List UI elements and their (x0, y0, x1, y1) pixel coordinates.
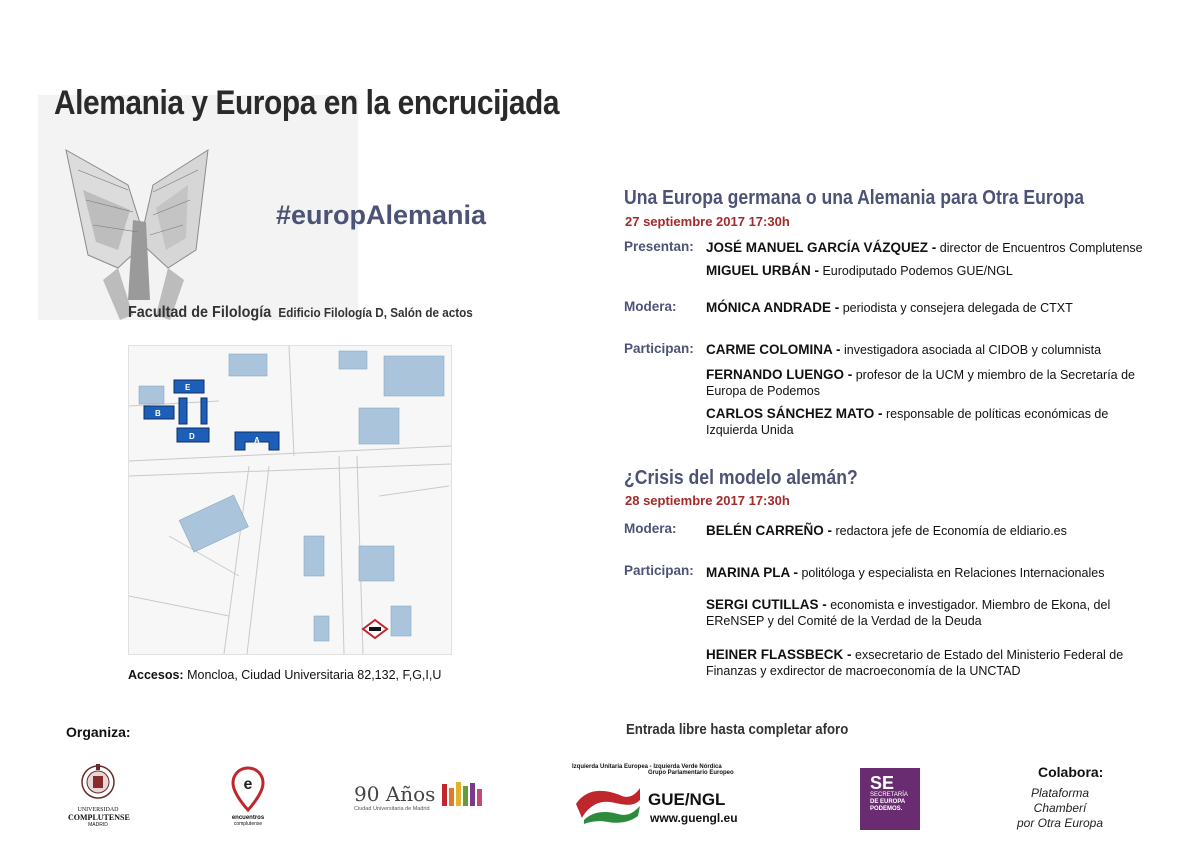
colabora-org (990, 786, 1130, 831)
encuentros-line2: complutense (233, 821, 263, 827)
gue-url: www.guengl.eu (650, 811, 738, 825)
ucm-logo (68, 762, 128, 832)
session1-presentan-label: Presentan: (624, 239, 694, 254)
bars-icon (440, 780, 486, 806)
entrada-libre: Entrada libre hasta completar aforo (626, 721, 849, 738)
session2-participan-label: Participan: (624, 563, 694, 578)
person-desc: periodista y consejera delegada de CTXT (839, 301, 1073, 315)
person-desc: investigadora asociada al CIDOB y columnista (840, 343, 1102, 357)
session1-title: Una Europa germana o una Alemania para Otra Europa (624, 187, 1085, 209)
building-name: Edificio Filología D, Salón de actos (278, 305, 473, 320)
session2-title: ¿Crisis del modelo alemán? (624, 467, 858, 489)
session1-date: 27 septiembre 2017 17:30h (625, 214, 790, 229)
colabora-line: Plataforma (1030, 786, 1090, 800)
map-label-e: E (185, 383, 191, 392)
se-line3: PODEMOS. (870, 806, 903, 812)
gue-top1: Izquierda Unitaria Europea - Izquierda Verde Nórdica (572, 764, 722, 770)
access-label: Accesos: (128, 668, 184, 682)
podemos-europa-logo (860, 768, 920, 830)
se-line1: SECRETARÍA (870, 792, 908, 798)
gue-top2: Grupo Parlamentario Europeo (648, 770, 734, 776)
session1-modera-label: Modera: (624, 299, 677, 314)
se-big: SE (870, 773, 895, 793)
organiza-label: Organiza: (66, 724, 131, 740)
anos-text: 90 Años (354, 782, 436, 806)
person-name: HEINER FLASSBECK - (706, 647, 852, 662)
anos-logo (354, 780, 494, 812)
session1-presenter-1 (706, 240, 1176, 256)
map-label-a: A (254, 436, 260, 445)
venue-line (128, 304, 473, 322)
person-name: BELÉN CARREÑO - (706, 523, 833, 538)
gue-flag-icon (574, 782, 642, 824)
ucm-line1: UNIVERSIDAD (77, 807, 119, 813)
colabora-line: por Otra Europa (1016, 816, 1104, 830)
ucm-crest-icon (80, 762, 116, 802)
ucm-line3: MADRID (88, 822, 108, 828)
faculty-name: Facultad de Filología (128, 304, 272, 321)
svg-text:e: e (243, 776, 253, 793)
session1-presenter-2 (706, 263, 1176, 279)
session2-participant-3 (706, 647, 1146, 679)
person-desc: profesor de la UCM y miembro de la Secretaría de Europa de Podemos (706, 368, 1136, 398)
session2-modera-label: Modera: (624, 521, 677, 536)
map-label-b: B (155, 409, 161, 418)
person-desc: Eurodiputado Podemos GUE/NGL (819, 264, 1013, 278)
encuentros-logo (226, 766, 270, 827)
session1-participant-3 (706, 406, 1146, 438)
person-desc: politóloga y especialista en Relaciones Internacionales (798, 566, 1105, 580)
se-line2: DE EUROPA (870, 799, 906, 805)
location-pin-icon (231, 766, 265, 814)
person-name: CARME COLOMINA - (706, 342, 841, 357)
person-desc: exsecretario de Estado del Ministerio Federal de Finanzas y exdirector de macroeconomía de la UNCTAD (706, 648, 1124, 678)
session2-participant-2 (706, 597, 1146, 629)
session1-participan-label: Participan: (624, 341, 694, 356)
page-title: Alemania y Europa en la encrucijada (54, 84, 560, 122)
map-label-d: D (189, 432, 195, 441)
anos-sub: Ciudad Universitaria de Madrid (354, 806, 430, 812)
person-desc: economista e investigador. Miembro de Ekona, del EReNSEP y del Comité de la Verdad de la Deuda (706, 598, 1111, 628)
hashtag: #europAlemania (276, 200, 487, 230)
session1-moderator (706, 300, 1176, 316)
campus-map (128, 345, 452, 655)
person-name: MÓNICA ANDRADE - (706, 300, 840, 315)
person-name: MARINA PLA - (706, 565, 798, 580)
session2-date: 28 septiembre 2017 17:30h (625, 493, 790, 508)
person-desc: responsable de políticas económicas de Izquierda Unida (706, 407, 1109, 437)
person-name: FERNANDO LUENGO - (706, 367, 853, 382)
session2-participant-1 (706, 565, 1176, 581)
session1-participant-1 (706, 342, 1176, 358)
gue-ngl-logo (572, 764, 752, 825)
encuentros-line1: encuentros (231, 815, 265, 821)
ucm-line2: COMPLUTENSE (68, 813, 130, 822)
person-name: SERGI CUTILLAS - (706, 597, 827, 612)
person-name: JOSÉ MANUEL GARCÍA VÁZQUEZ - (706, 240, 937, 255)
session1-participant-2 (706, 367, 1146, 399)
colabora-line: Chamberí (1033, 801, 1087, 815)
access-text: Moncloa, Ciudad Universitaria 82,132, F,G,I,U (187, 668, 442, 682)
person-desc: redactora jefe de Economía de eldiario.es (832, 524, 1067, 538)
person-name: CARLOS SÁNCHEZ MATO - (706, 406, 883, 421)
person-desc: director de Encuentros Complutense (936, 241, 1143, 255)
access-info (128, 668, 441, 682)
gue-name: GUE/NGL (648, 790, 726, 809)
map-drawing (129, 346, 451, 654)
person-name: MIGUEL URBÁN - (706, 263, 819, 278)
session2-moderator (706, 523, 1176, 539)
colabora-label: Colabora: (1038, 764, 1104, 780)
